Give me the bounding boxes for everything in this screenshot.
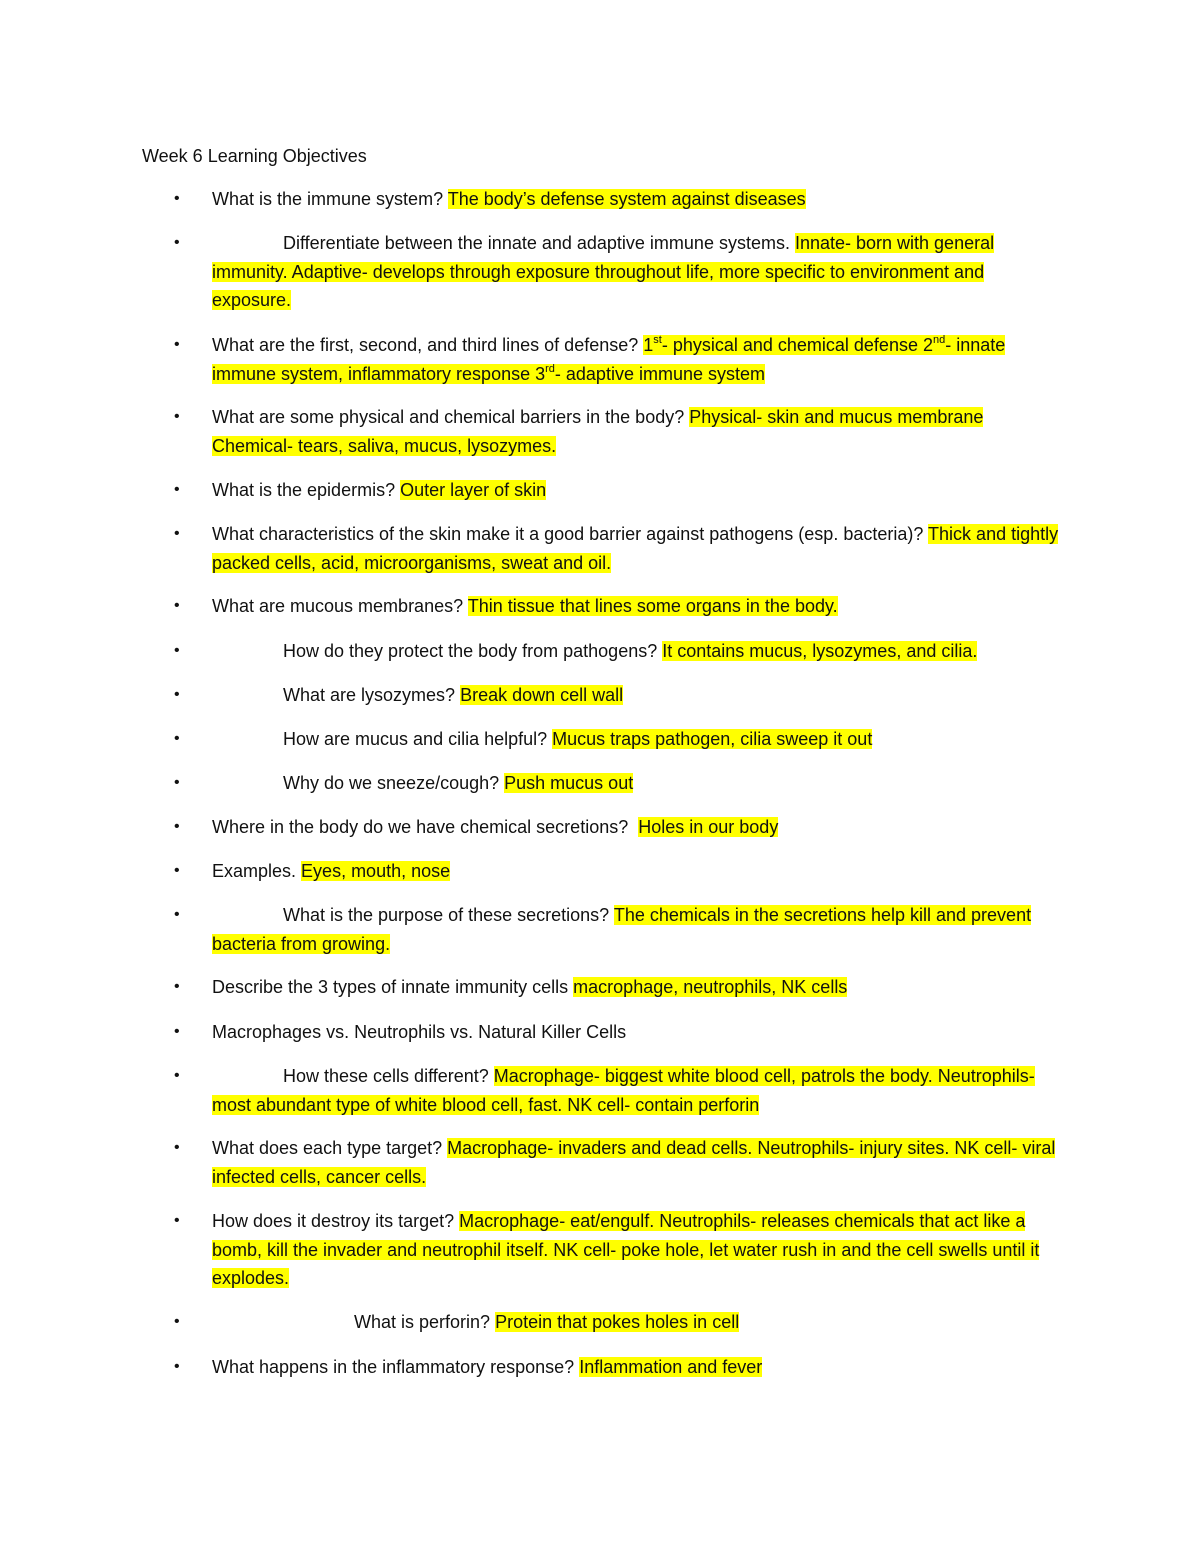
bullet: • [174, 1358, 180, 1375]
bullet: • [174, 906, 180, 923]
bullet: • [174, 818, 180, 835]
question-text: How do they protect the body from pathogens? [283, 641, 663, 661]
question-text: Examples. [212, 861, 302, 881]
answer-part: - innate immune system, inflammatory response 3 [212, 335, 1006, 384]
question-text: What is the immune system? [212, 189, 448, 209]
question-text: What are lysozymes? [283, 685, 461, 705]
answer-highlight: Protein that pokes holes in cell [495, 1312, 740, 1332]
answer-highlight: Eyes, mouth, nose [301, 861, 451, 881]
answer-part: 1 [643, 335, 654, 355]
answer-highlight: Inflammation and fever [579, 1357, 763, 1377]
answer-highlight: Mucus traps pathogen, cilia sweep it out [552, 729, 873, 749]
question-text: What are mucous membranes? [212, 596, 468, 616]
objective-item [174, 476, 1062, 505]
bullet: • [174, 190, 180, 207]
answer-highlight: Macrophage- invaders and dead cells. Neutrophils- injury sites. NK cell- viral infected cells, cancer cells. [212, 1138, 1056, 1187]
bullet: • [174, 597, 180, 614]
document-title: Week 6 Learning Objectives [142, 146, 367, 166]
bullet: • [174, 481, 180, 498]
answer-highlight: Macrophage- biggest white blood cell, patrols the body. Neutrophils- most abundant type of white blood cell, fast. NK cell- contain perforin [212, 1066, 1035, 1115]
bullet: • [174, 774, 180, 791]
answer-highlight: Holes in our body [638, 817, 779, 837]
bullet: • [174, 642, 180, 659]
question-text: What does each type target? [212, 1138, 448, 1158]
bullet: • [174, 408, 180, 425]
objective-subitem [174, 901, 1062, 958]
objective-item [174, 185, 1062, 214]
question-text: Describe the 3 types of innate immunity cells [212, 977, 574, 997]
bullet: • [174, 1313, 180, 1330]
question-text: What is perforin? [354, 1312, 496, 1332]
bullet: • [174, 978, 180, 995]
answer-part: - adaptive immune system [554, 363, 765, 384]
objective-item [174, 973, 1062, 1002]
objective-item [174, 1207, 1062, 1293]
ordinal-suffix: st [653, 334, 662, 346]
bullet: • [174, 1023, 180, 1040]
objective-item [174, 857, 1062, 886]
answer-highlight: Outer layer of skin [400, 480, 547, 500]
answer-highlight: Innate- born with general immunity. Adaptive- develops through exposure throughout life, more specific to environment and exposure. [212, 233, 995, 310]
bullet: • [174, 1139, 180, 1156]
question-text: What happens in the inflammatory response? [212, 1357, 580, 1377]
objective-item [174, 229, 1062, 315]
objective-item [174, 331, 1062, 388]
objective-item [174, 592, 1062, 621]
bullet: • [174, 862, 180, 879]
objective-subitem [174, 725, 1133, 754]
ordinal-suffix: rd [545, 362, 555, 375]
objective-item [174, 813, 1062, 842]
question-text: Macrophages vs. Neutrophils vs. Natural Killer Cells [212, 1022, 627, 1042]
question-text: What are the first, second, and third lines of defense? [212, 335, 644, 355]
bullet: • [174, 1212, 180, 1229]
answer-highlight: It contains mucus, lysozymes, and cilia. [662, 641, 978, 661]
question-text: What are some physical and chemical barriers in the body? [212, 407, 690, 427]
objective-subitem [174, 769, 1133, 798]
answer-highlight: Thick and tightly packed cells, acid, microorganisms, sweat and oil. [212, 524, 1059, 573]
objective-item [174, 1018, 1062, 1047]
question-text: What is the purpose of these secretions? [283, 905, 614, 925]
bullet: • [174, 234, 180, 251]
bullet: • [174, 686, 180, 703]
ordinal-suffix: nd [932, 334, 946, 346]
question-text: Where in the body do we have chemical secretions? [212, 817, 639, 837]
objective-subitem [174, 1308, 1200, 1337]
question-text: What characteristics of the skin make it a good barrier against pathogens (esp. bacteria)? [212, 524, 929, 544]
question-text: Why do we sneeze/cough? [283, 773, 505, 793]
objective-item [174, 1353, 1062, 1382]
objective-subitem [174, 1062, 1062, 1119]
objective-item [174, 403, 1062, 460]
objective-item [174, 1134, 1062, 1191]
question-text: How these cells different? [283, 1066, 494, 1086]
question-text: How does it destroy its target? [212, 1211, 460, 1231]
answer-highlight: Macrophage- eat/engulf. Neutrophils- releases chemicals that act like a bomb, kill the invader and neutrophil itself. NK cell- poke hole, let water rush in and the cell swells until it explodes. [212, 1211, 1040, 1288]
bullet: • [174, 730, 180, 747]
objective-subitem [174, 681, 1133, 710]
objective-item [174, 520, 1062, 577]
answer-highlight: Break down cell wall [460, 685, 624, 705]
answer-highlight: The body’s defense system against diseases [447, 189, 806, 209]
objective-subitem [174, 637, 1133, 666]
answer-highlight: macrophage, neutrophils, NK cells [573, 977, 848, 997]
question-text: How are mucus and cilia helpful? [283, 729, 553, 749]
answer-highlight: Push mucus out [504, 773, 634, 793]
answer-highlight: Thin tissue that lines some organs in the body. [467, 596, 838, 616]
bullet: • [174, 525, 180, 542]
answer-highlight: The chemicals in the secretions help kill and prevent bacteria from growing. [212, 905, 1032, 954]
bullet: • [174, 1067, 180, 1084]
answer-part: - physical and chemical defense 2 [661, 335, 933, 355]
answer-highlight: Physical- skin and mucus membrane Chemical- tears, saliva, mucus, lysozymes. [212, 407, 984, 456]
bullet: • [174, 336, 180, 353]
question-text: Differentiate between the innate and adaptive immune systems. [283, 233, 795, 253]
question-text: What is the epidermis? [212, 480, 401, 500]
